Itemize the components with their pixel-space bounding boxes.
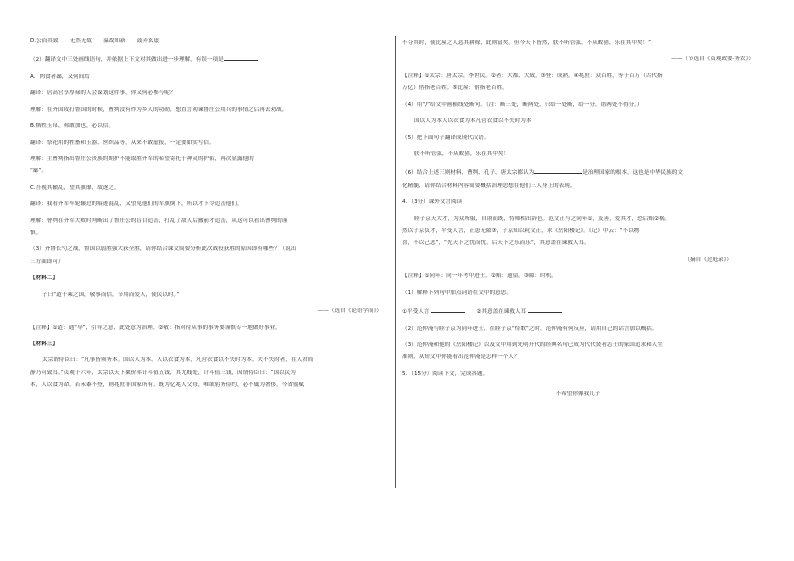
passage-line-1: 睦子京天大才，为众所服，自诩而既，恃师相出辞色。范文正与之同年①，友善，爱其才，恐后贻②祸。 xyxy=(414,215,671,222)
material-3-line-4: 不夺其时，使比屋之人恣其耕稼，此则富矣。但今天下皆然，朕不听管弦，不从畋猎，乐在其中矣！” xyxy=(402,40,652,46)
section-5-heading: 5．（15分）阅读下文，完成各题。 xyxy=(402,370,489,377)
right-column xyxy=(402,40,754,398)
question-4-3-cont: 准则，从短文中你能看出范仲淹是怎样一个人？ xyxy=(402,354,520,361)
question-4-2: （2）范仲淹与睦子京为同年进士，在睦子京“恃歌”之时，范仲淹有何反应，请用自己的话言加以概括。 xyxy=(402,325,658,332)
left-column xyxy=(30,38,382,389)
passage-line-2: 然以子京负才，平受人言，正患无隙③，子京知以耗文正，求《岳阳楼记》。《记》中云：“不以物 xyxy=(402,228,640,235)
option-a-translation: 翻译：居高官享厚禄的人会谋划这件事，你又何必参与呢？ xyxy=(30,90,176,97)
passage-note: 【注释】①同年：同一年考中进士。②贻：遗留。③隙：时机。 xyxy=(402,273,557,280)
option-c: C.吾视其辙乱，望其旗靡，故逐之。 xyxy=(30,184,120,191)
passage-source: （摘自《过庭录》） xyxy=(684,256,732,263)
answer-blank xyxy=(534,167,582,174)
question-6-cont: 化精髓，请你结合材料内容简要概括治理思想在他们三人身上的表现。 xyxy=(402,182,576,189)
answer-blank xyxy=(431,306,465,313)
question-6: （6）结合上述三则材料，曹刿、孔子、唐太宗都认为 是治理国家的根本。这也是中华民族的文 xyxy=(402,167,754,176)
question-5: （5）把下面句子翻译成现代汉语。 xyxy=(402,134,490,141)
answer-blank xyxy=(224,54,258,61)
material-3-line-2: 静乃可致耳。”贞观十六年，太宗以天下粟价率计斗值五钱，其尤贱处，计斗值三钱，因谓侍臣曰：“国以民为 xyxy=(30,369,296,376)
option-b: B.牺牲玉帛，弗敢加也，必以信。 xyxy=(30,123,114,130)
question-3-cont: 三方面即可） xyxy=(30,258,64,265)
question-3: （3）齐鲁长勺之战，鲁国以弱胜强大获全胜，请你结合课文简要分析此次战役获胜的原因即有哪些？（说出 xyxy=(30,246,297,253)
material-3-line-3: 本，人以食为命。若禾黍不登，则兆庶非国家所有。既为亿兆人父母，唯欲躬务俭约，必不辄为奢侈。今省徭赋 xyxy=(30,382,305,389)
section-5-title: 不希望你像我儿子 xyxy=(555,391,601,398)
question-4-1-items: ①平受人言 ②其意盖在谏救人耳 xyxy=(402,306,754,315)
question-4-3: （3）范仲淹和他的《岳阳楼记》以及文中用到先明开代的经典名句已成为代代贤者志士的家国追求和人生 xyxy=(402,342,663,349)
column-divider xyxy=(395,36,396,488)
option-b-understanding-cont: “鄙”。 xyxy=(30,168,47,175)
option-c-translation: 翻译：我看齐军车轮辗过的痕迹混乱，又望见他们的军旗倒下，所以才下令追击他们。 xyxy=(30,201,243,208)
question-2: （2）翻译文中三处画线语句，并依据上下文对其做出进一步理解，有误一项是 xyxy=(30,54,382,63)
answer-blank xyxy=(528,306,562,313)
material-2-text: 子曰“道千乘之国，敬事而信，节用而爱人，使民以时。” xyxy=(42,291,180,298)
question-4-sentence: 国以人为本人以衣食为本凡营衣食以不失时为本 xyxy=(414,118,532,125)
option-d: D.公而其致 无然无故 温故知新 鼓弄玄虚 xyxy=(30,38,160,44)
option-b-translation: 翻译：祭祀用的牲畜和玉器、丝织品等，从来不敢虚报，一定要如实写信。 xyxy=(30,139,215,146)
section-4-heading: 4．（3分）课外文言阅读 xyxy=(402,199,463,206)
material-2-heading: 【材料二】 xyxy=(30,275,58,282)
material-2-note: 【注释】①道：通“导”，引导之意，此处意为治理。②敬：指对待从事的事务要谨慎专一地做好事业。 xyxy=(30,324,281,331)
material-3-source: ——（节选自《贞观政要·务农》） xyxy=(671,56,754,63)
material-2-source: ——（选自《论语学而》） xyxy=(317,308,382,315)
material-3-heading: 【材料三】 xyxy=(30,341,58,348)
question-4: （4）用“/”给文中画横线处断句。（注：断三处，断两处，只给一处断，给一分，错两处不得分。） xyxy=(402,101,643,108)
material-3-note: 【注释】①太宗：唐太宗，李世民。②者：大都、大致。③登：成熟。④兆庶：众百姓，等于百万（古代指 xyxy=(402,72,663,79)
material-3-line-1: 太宗谓侍臣曰：“凡事皆须务本。国以人为本，人以衣食为本，凡营衣食以不失时为本。夫不失时者，在人君简 xyxy=(42,357,314,364)
option-c-understanding-cont: 慎。 xyxy=(30,230,42,237)
option-b-understanding: 理解：主曹刿指出鲁庄公贵族的期护不能取胜齐军的希望寄托于神灵的护佑，再次显露他的 xyxy=(30,155,254,162)
passage-line-3: 喜，不以己悲”，“先天下之忧而忧，后天下之乐而乐”，其意盖在谏救人耳。 xyxy=(402,240,590,247)
material-3-note-cont: 万亿）借指老百姓。⑤比屋：借指老百姓。 xyxy=(402,85,508,92)
option-a: A．肉食者鄙，又何间焉 xyxy=(30,73,90,80)
question-4-1: （1）解释下列句中加点词语在文中的意思。 xyxy=(402,289,512,296)
option-c-understanding: 理解：曹刿在齐军大败时判断出了鲁庄公的盲目追击，打乱了敌人后撤前才追击，从这可以看出曹刿的谨 xyxy=(30,217,288,224)
option-a-understanding: 理解：在齐国攻打鲁国的时候，曹刿没有作为乡人的功勋，想直言劝谏鲁庄公用兵的事情之后再去劝战。 xyxy=(30,106,288,113)
question-5-sentence: 朕不听管弦，不从畋猎，乐在其中矣！ xyxy=(414,150,510,157)
